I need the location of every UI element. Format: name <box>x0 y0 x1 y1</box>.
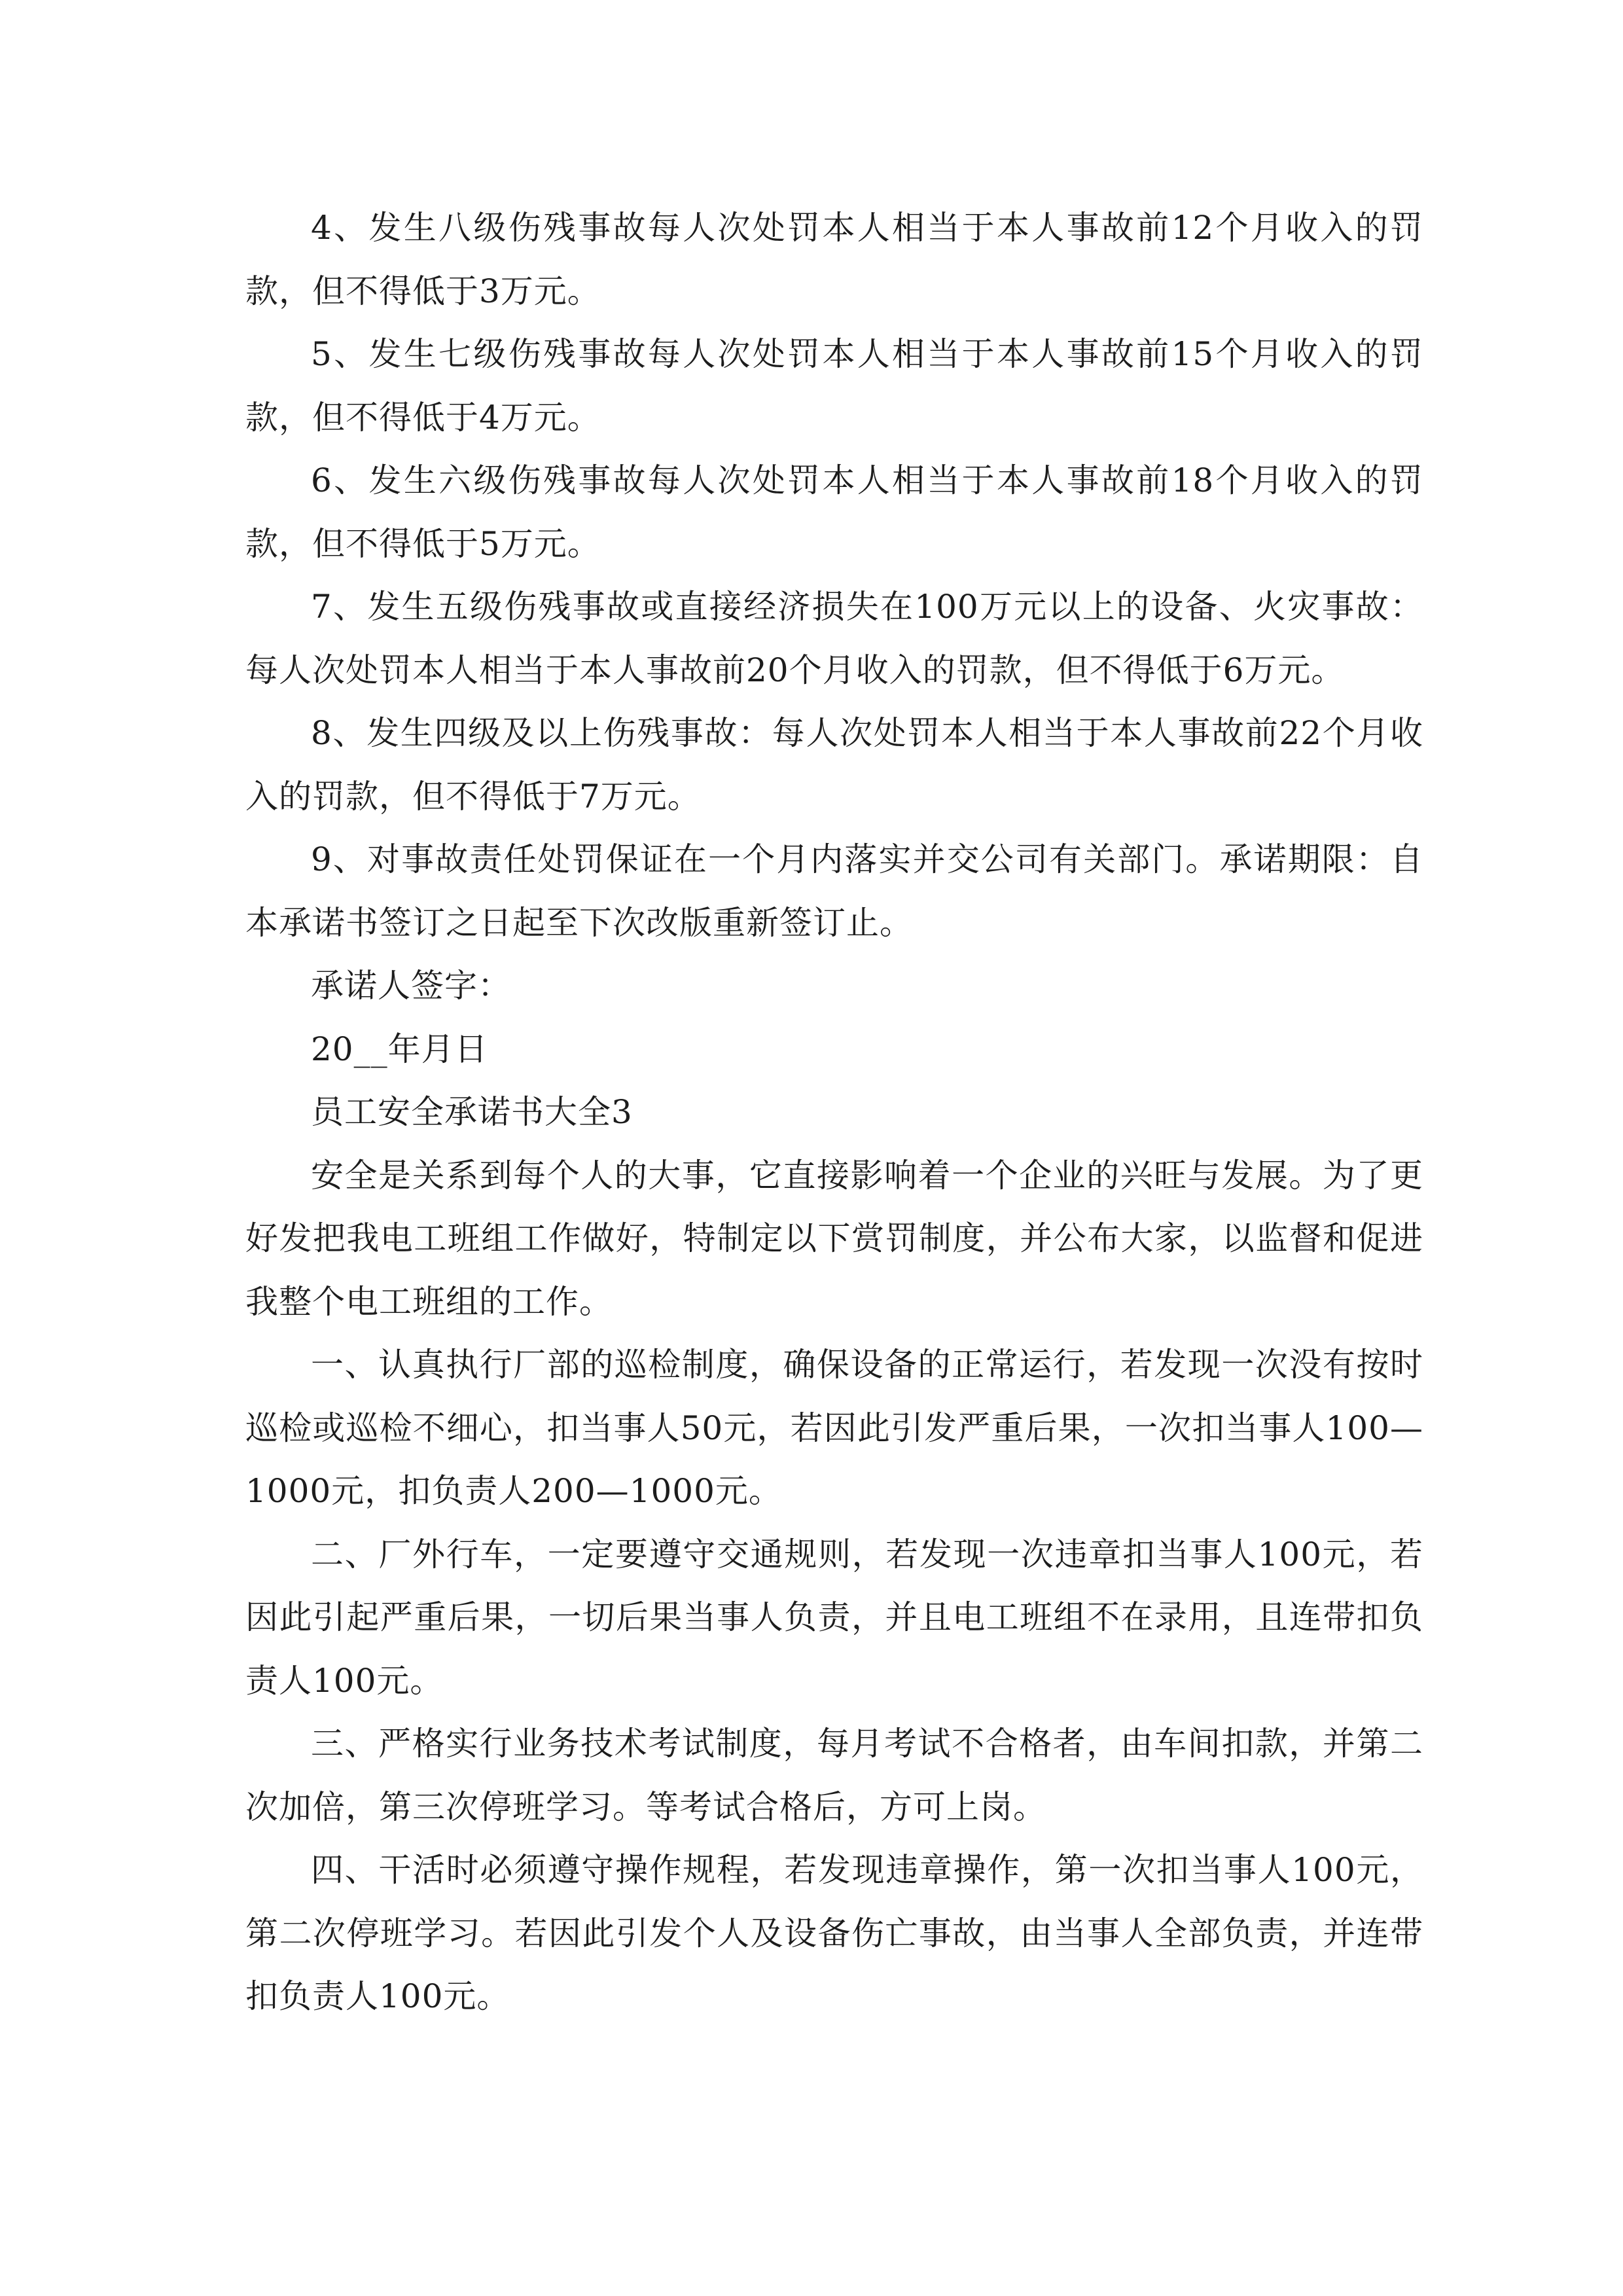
date-line: 20__年月日 <box>311 1030 488 1068</box>
paragraph-item-5: 5、发生七级伤残事故每人次处罚本人相当于本人事故前15个月收入的罚款，但不得低于4万元。 <box>245 335 1423 437</box>
rule-three-paragraph: 三、严格实行业务技术考试制度，每月考试不合格者，由车间扣款，并第二次加倍，第三次停班学习。等考试合格后，方可上岗。 <box>245 1725 1423 1826</box>
paragraph-item-4: 4、发生八级伤残事故每人次处罚本人相当于本人事故前12个月收入的罚款，但不得低于3万元。 <box>245 209 1423 310</box>
paragraph-item-6: 6、发生六级伤残事故每人次处罚本人相当于本人事故前18个月收入的罚款，但不得低于5万元。 <box>245 461 1423 563</box>
rule-one-paragraph: 一、认真执行厂部的巡检制度，确保设备的正常运行，若发现一次没有按时巡检或巡检不细心，扣当事人50元，若因此引发严重后果，一次扣当事人100—1000元，扣负责人200—1000元。 <box>245 1346 1423 1510</box>
section-heading: 员工安全承诺书大全3 <box>311 1093 633 1131</box>
paragraph-item-8: 8、发生四级及以上伤残事故：每人次处罚本人相当于本人事故前22个月收入的罚款，但不得低于7万元。 <box>245 714 1423 816</box>
paragraph-item-7: 7、发生五级伤残事故或直接经济损失在100万元以上的设备、火灾事故：每人次处罚本人相当于本人事故前20个月收入的罚款，但不得低于6万元。 <box>245 588 1423 689</box>
signature-label: 承诺人签字： <box>311 967 511 1005</box>
rule-two-paragraph: 二、厂外行车，一定要遵守交通规则，若发现一次违章扣当事人100元，若因此引起严重后果，一切后果当事人负责，并且电工班组不在录用，且连带扣负责人100元。 <box>245 1535 1423 1700</box>
document-page <box>245 196 1423 2028</box>
intro-paragraph: 安全是关系到每个人的大事，它直接影响着一个企业的兴旺与发展。为了更好发把我电工班组工作做好，特制定以下赏罚制度，并公布大家，以监督和促进我整个电工班组的工作。 <box>245 1156 1423 1321</box>
paragraph-item-9: 9、对事故责任处罚保证在一个月内落实并交公司有关部门。承诺期限：自本承诺书签订之日起至下次改版重新签订止。 <box>245 840 1423 942</box>
rule-four-paragraph: 四、干活时必须遵守操作规程，若发现违章操作，第一次扣当事人100元，第二次停班学习。若因此引发个人及设备伤亡事故，由当事人全部负责，并连带扣负责人100元。 <box>245 1851 1423 2015</box>
